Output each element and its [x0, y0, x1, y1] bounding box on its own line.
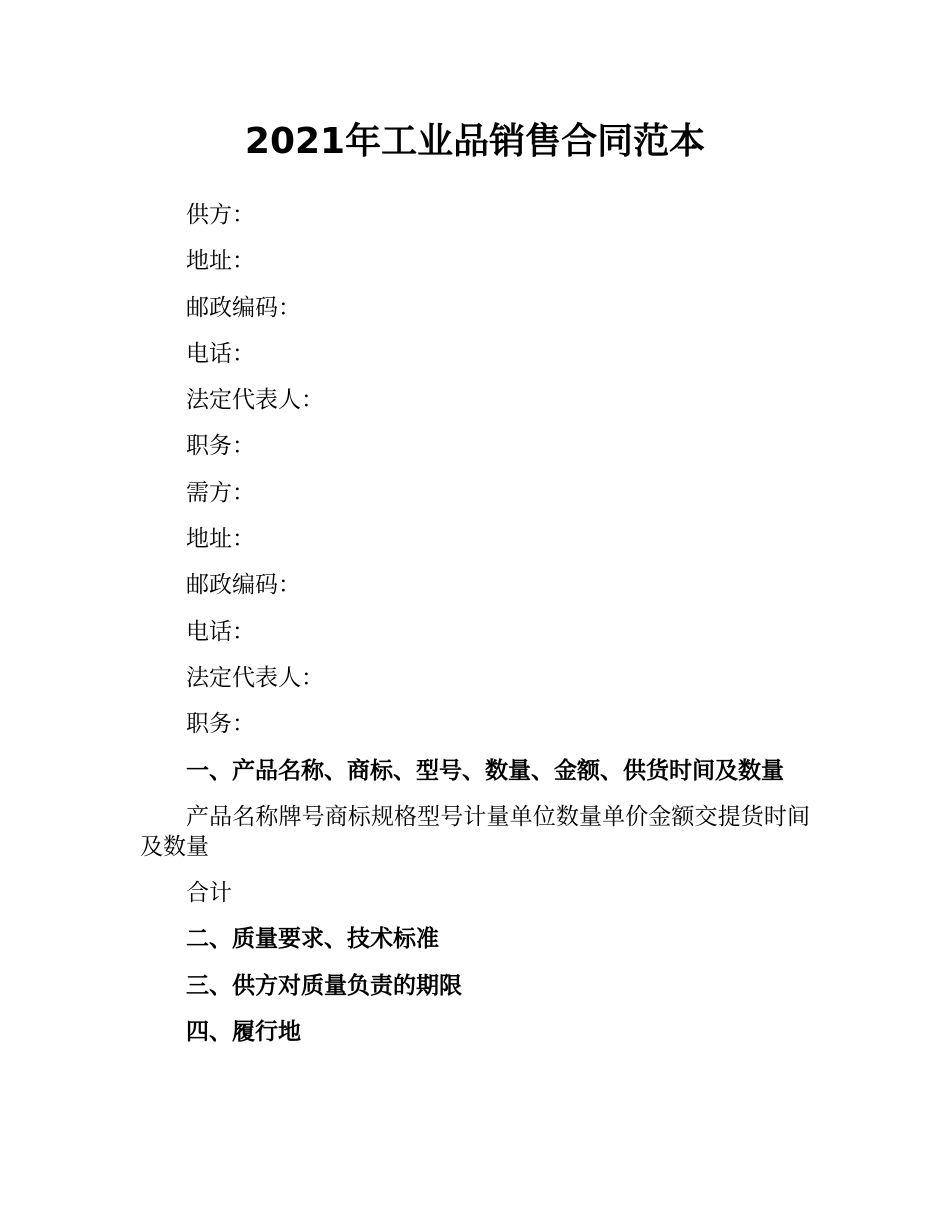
- section-3-heading: 三、供方对质量负责的期限: [186, 972, 462, 999]
- buyer-postal-code-line: 邮政编码：: [186, 572, 301, 599]
- supplier-party-line: 供方：: [186, 202, 255, 228]
- buyer-position-line: 职务：: [186, 711, 255, 738]
- total-line: 合计: [186, 880, 232, 907]
- section-2-heading: 二、质量要求、技术标准: [186, 926, 439, 953]
- document-body: [140, 200, 810, 1063]
- buyer-address-line: 地址：: [186, 526, 255, 553]
- buyer-phone-line: 电话：: [186, 618, 255, 645]
- section-1-heading: 一、产品名称、商标、型号、数量、金额、供货时间及数量: [186, 757, 784, 784]
- supplier-legal-rep-line: 法定代表人：: [186, 387, 324, 414]
- buyer-legal-rep-line: 法定代表人：: [186, 664, 324, 691]
- section-4-heading: 四、履行地: [186, 1019, 301, 1046]
- supplier-postal-code-line: 邮政编码：: [186, 294, 301, 321]
- buyer-party-line: 需方：: [186, 479, 255, 506]
- supplier-position-line: 职务：: [186, 433, 255, 460]
- supplier-phone-line: 电话：: [186, 340, 255, 367]
- document-title: 2021年工业品销售合同范本: [244, 121, 706, 162]
- product-table-header-text: 产品名称牌号商标规格型号计量单位数量单价金额交提货时间及数量: [140, 803, 810, 860]
- supplier-address-line: 地址：: [186, 248, 255, 275]
